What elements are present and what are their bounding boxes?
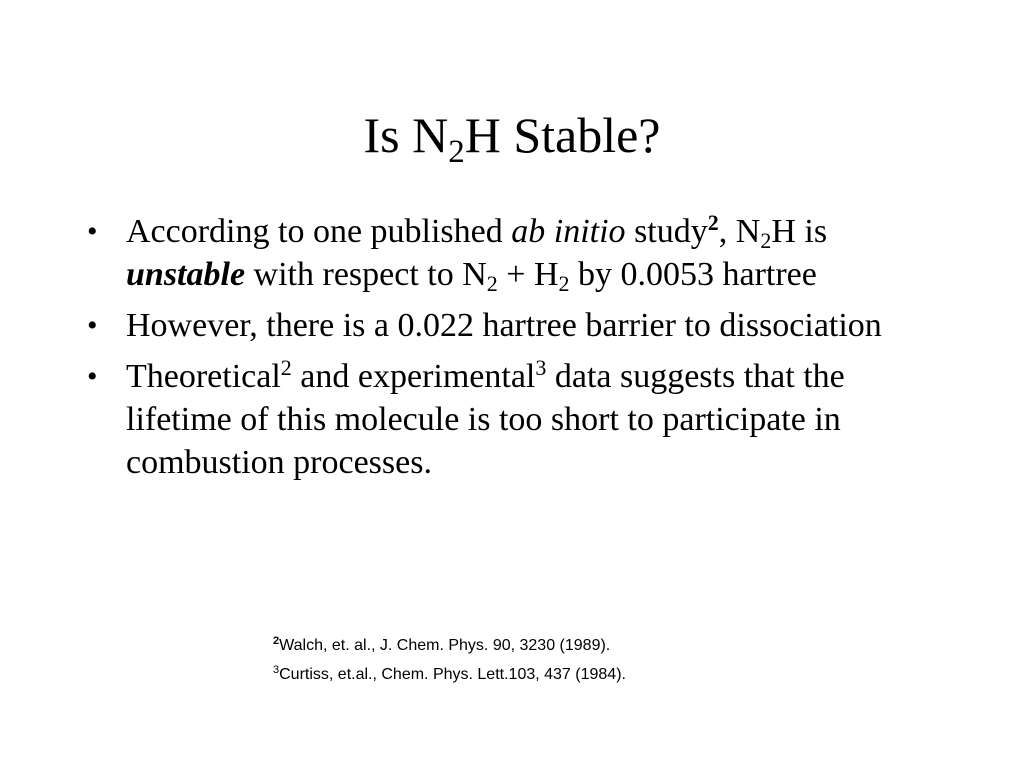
- title-subscript: 2: [448, 134, 465, 170]
- bullet-1-subscript: 2: [760, 228, 772, 253]
- bullet-3-text: and experimental: [291, 358, 536, 395]
- bullet-1-text: , N: [718, 213, 761, 250]
- reference-number: 3: [273, 664, 280, 676]
- bullet-marker: •: [87, 309, 98, 342]
- bullet-item-2: [87, 304, 926, 347]
- bullet-3-text: data suggests that the lifetime of this molecule is too short to participate in combustion processes.: [126, 358, 845, 481]
- bullet-item-3: [87, 355, 926, 484]
- reference-text: Curtiss, et.al., Chem. Phys. Lett.103, 437 (1984).: [279, 666, 626, 683]
- slide-title: [0, 100, 1024, 170]
- references: [273, 636, 973, 694]
- bullet-3-superscript: 2: [280, 355, 292, 380]
- bullet-1-text: H is: [771, 213, 828, 250]
- bullet-marker: •: [87, 360, 98, 393]
- bullet-1-text: According to one published: [126, 213, 512, 250]
- bullet-1-text: study: [625, 213, 708, 250]
- bullet-1-subscript: 2: [486, 271, 498, 296]
- bullet-1-text: with respect to N: [245, 256, 487, 293]
- bullet-item-1: [87, 210, 926, 296]
- reference-number: 2: [273, 635, 280, 647]
- reference-item: [273, 665, 973, 685]
- bullet-3-superscript: 3: [535, 355, 547, 380]
- bullet-2-text: However, there is a 0.022 hartree barrier to dissociation: [126, 307, 882, 344]
- bullet-1-superscript: 2: [707, 210, 719, 235]
- reference-item: [273, 636, 973, 656]
- bullet-list: [87, 210, 926, 492]
- bullet-3-text: Theoretical: [126, 358, 281, 395]
- bullet-1-emphasis: unstable: [126, 256, 246, 293]
- bullet-marker: •: [87, 215, 98, 248]
- title-text-part2: H Stable?: [464, 107, 661, 163]
- bullet-1-text: by 0.0053 hartree: [569, 256, 817, 293]
- bullet-1-italic: ab initio: [511, 213, 626, 250]
- title-text-part1: Is N: [363, 107, 449, 163]
- reference-text: Walch, et. al., J. Chem. Phys. 90, 3230 (1989).: [279, 637, 611, 654]
- bullet-1-subscript: 2: [558, 271, 570, 296]
- bullet-1-text: + H: [497, 256, 559, 293]
